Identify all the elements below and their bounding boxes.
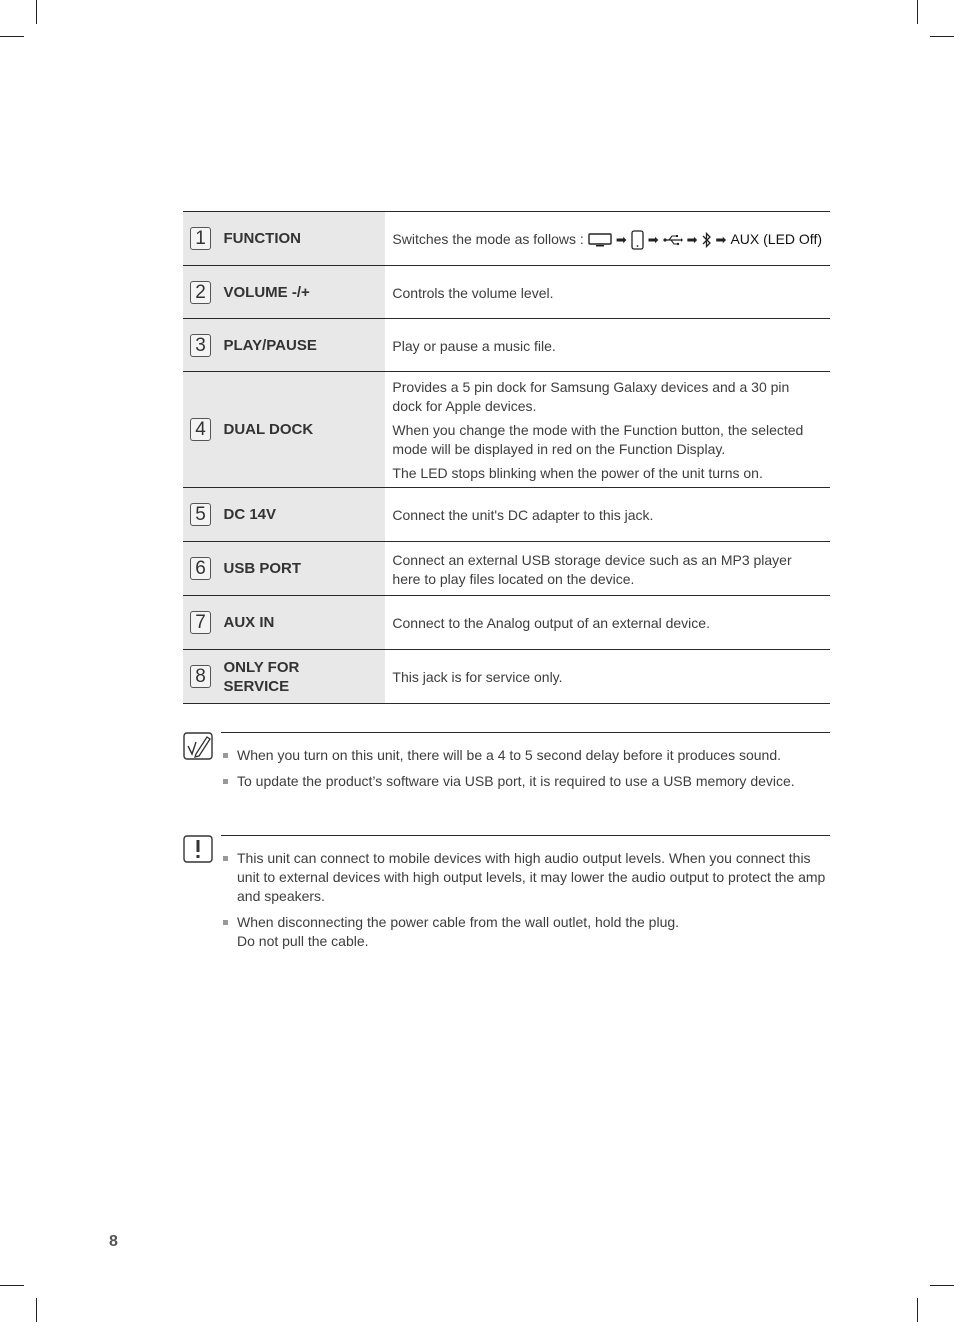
spec-table [183,211,830,704]
note-item: When you turn on this unit, there will be a 4 to 5 second delay before it produces sound. [223,746,830,765]
item-name: PLAY/PAUSE [224,319,386,372]
tv-icon [588,233,612,247]
spec-row-function [183,212,830,266]
crop-mark [917,0,918,24]
cautions-section [183,835,830,965]
item-description: Connect to the Analog output of an external device. [392,615,710,631]
aux-mode-label: AUX (LED Off) [730,231,822,247]
item-number: 1 [190,227,211,250]
item-number: 8 [190,665,211,688]
notes-list [223,746,830,798]
spec-row-usb-port [183,542,830,596]
notes-section [183,732,830,802]
item-description: Connect the unit's DC adapter to this jack. [392,507,654,523]
spec-row-aux-in [183,596,830,650]
arrow-icon: ➡ [715,232,727,247]
item-description: This jack is for service only. [392,669,563,685]
mode-intro-text: Switches the mode as follows : [392,231,584,247]
spec-row-service [183,650,830,704]
item-name: AUX IN [224,596,386,650]
crop-mark [36,0,37,24]
mode-sequence [392,230,822,250]
caution-item: This unit can connect to mobile devices with high audio output levels. When you connect this unit to external devices with high output levels, it may lower the audio output to protect the amp and speakers. [223,849,830,906]
bullet-icon [223,920,228,925]
item-description: Play or pause a music file. [392,337,556,354]
spec-row-dual-dock [183,372,830,488]
arrow-icon: ➡ [686,232,698,247]
usb-icon [663,234,683,246]
divider [221,732,830,733]
spec-row-dc-14v [183,488,830,542]
spec-row-volume [183,266,830,319]
phone-icon [631,230,644,250]
item-description: Controls the volume level. [392,284,554,301]
crop-mark [917,1298,918,1322]
caution-exclamation-icon [183,835,213,863]
page-number: 8 [109,1233,118,1250]
item-name: FUNCTION [224,212,386,266]
item-name: VOLUME -/+ [224,266,386,319]
arrow-icon: ➡ [647,232,659,247]
item-description [385,212,830,266]
item-number: 2 [190,281,211,304]
bullet-icon [223,753,228,758]
item-number: 4 [190,418,211,441]
item-description: Connect an external USB storage device such as an MP3 player here to play files located on the device. [392,551,792,587]
note-pencil-icon [183,732,213,760]
arrow-icon: ➡ [615,232,627,247]
item-name: DC 14V [224,488,386,542]
spec-row-play-pause [183,319,830,372]
item-name: USB PORT [224,542,386,596]
bluetooth-icon [702,231,712,249]
crop-mark [36,1298,37,1322]
bullet-icon [223,779,228,784]
item-name: DUAL DOCK [224,372,386,488]
cautions-list [223,849,830,958]
item-description: Provides a 5 pin dock for Samsung Galaxy devices and a 30 pin dock for Apple devices. When you change the mode with the Function button, the selected mode will be displayed in red on the Function Display. The LED stops blinking when the power of the unit turns on. [392,379,804,481]
bullet-icon [223,856,228,861]
caution-item: When disconnecting the power cable from the wall outlet, hold the plug. Do not pull the cable. [223,913,830,951]
note-item: To update the product’s software via USB port, it is required to use a USB memory device. [223,772,830,791]
crop-mark [0,36,24,37]
crop-mark [0,1285,24,1286]
item-number: 7 [190,611,211,634]
divider [221,835,830,836]
item-name: ONLY FOR SERVICE [224,650,386,704]
item-number: 6 [190,557,211,580]
item-number: 5 [190,503,211,526]
item-number: 3 [190,334,211,357]
crop-mark [930,36,954,37]
crop-mark [930,1285,954,1286]
